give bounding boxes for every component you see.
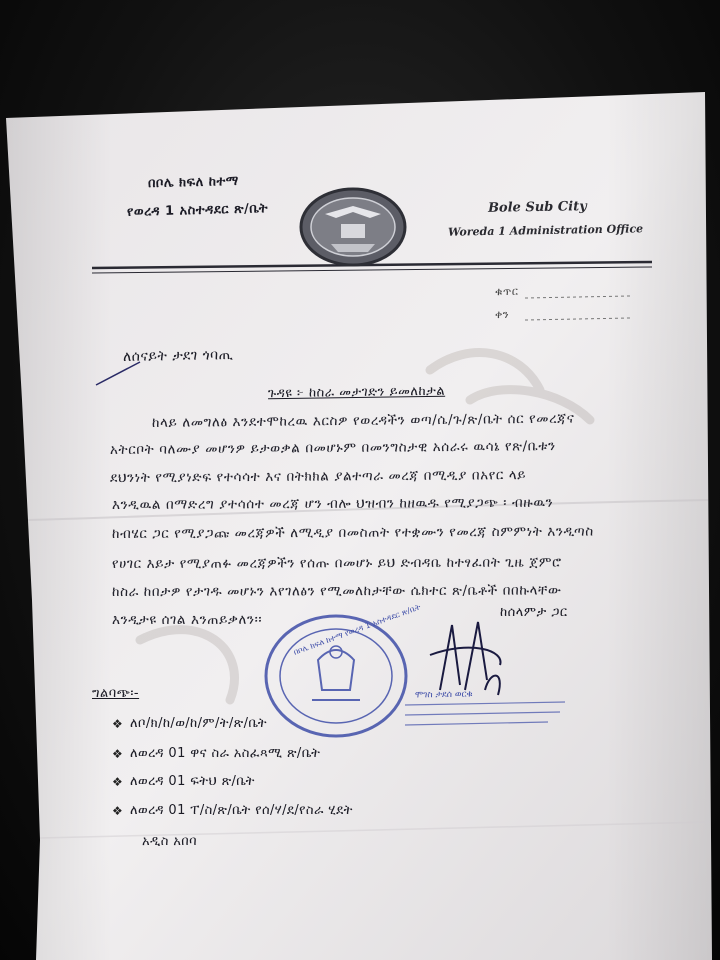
header-english-city: Bole Sub City [487,199,587,216]
bullet-icon: ❖ [112,804,123,818]
stamp-ring-text: በቦሌ ክፍለ ከተማ የወረዳ 1 አስተዳደር ጽ/ቤት [292,602,422,657]
body-line: ከላይ ለመግለፅ እንደተሞከረዉ እርስዎ የወረዳችን ወጣ/ሴ/ጉ/ጽ/ቤት ሰር የመረጃና [151,410,575,431]
bullet-icon: ❖ [112,717,123,731]
body-line: ከብሄር ጋር የሚያጋጩ መረጃዎች ለሚዲያ በመስጠት የተቋሙን የመረጃ ስምምነት እንዲጣስ [111,523,594,542]
header-amharic-office: የወረዳ 1 አስተዳደር ጽ/ቤት [126,201,269,220]
office-emblem-icon [301,189,405,265]
addressee: ለሰናይት ታደገ ጎባጢ [122,347,234,365]
stamp-signature-caption: ሞገስ ታደሰ ወርቁ [414,689,473,701]
cc-label: ግልባጭ፡- [92,686,140,701]
header-english-office: Woreda 1 Administration Office [447,222,644,239]
body-line: የሀገር እይታ የሚያጠፉ መረጃዎችን የሰጡ በመሆኑ ይህ ድብዳቤ ከተፃፈበት ጊዜ ጀምሮ [111,554,562,572]
header-amharic-city: በቦሌ ክፍለ ከተማ [147,173,239,192]
body-line: ከስራ ከበታዎ የታገዱ መሆኑን እየገለፅን የሚመለከታቸው ሴክተር ጽ/ቤቶች በበኩላቸው [111,582,562,600]
cc-item: ለወረዳ 01 ዋና ስራ አስፈጻሚ ጽ/ቤት [130,746,321,761]
bullet-icon: ❖ [112,775,123,789]
subject-line: ጉዳዩ ፦ ከስራ መታገድን ይመለከታል [267,383,446,402]
reference-date-label: ቀን [494,307,510,322]
cc-city: አዲስ አበባ [142,834,197,849]
body-line: ደህንነት የሚያነድፍ የተሳሳተ እና በትክክል ያልተጣራ መረጃ በሚዲያ በአየር ላይ [109,467,527,486]
body-line: እንዲዉል በማድረግ ያተሳሰተ መረጃ ሆን ብሎ ህዝብን ከዘዉዱ የሚያጋጭ ፡ ብዙዉን [111,494,554,513]
cc-item: ለቦ/ክ/ከ/ወ/ከ/ም/ት/ጽ/ቤት [130,716,267,731]
cc-item: ለወረዳ 01 ፐ/ስ/ጽ/ቤት የሰ/ሃ/ደ/የስራ ሂደት [130,803,353,818]
body-line: አትርቦት ባለሙያ መሆንዎ ይታወቃል በመሆኑም በመንግስታዊ አሰራሩ ዉሳኔ የጽ/ቤቱን [109,438,556,458]
closing-salutation: ከሰላምታ ጋር [500,605,568,620]
reference-number-label: ቁጥር [494,284,519,299]
body-line: እንዲታዩ ሰገል እንጠይቃለን፡፡ [111,611,263,628]
bullet-icon: ❖ [112,747,123,761]
cc-item: ለወረዳ 01 ፍትህ ጽ/ቤት [130,774,255,789]
